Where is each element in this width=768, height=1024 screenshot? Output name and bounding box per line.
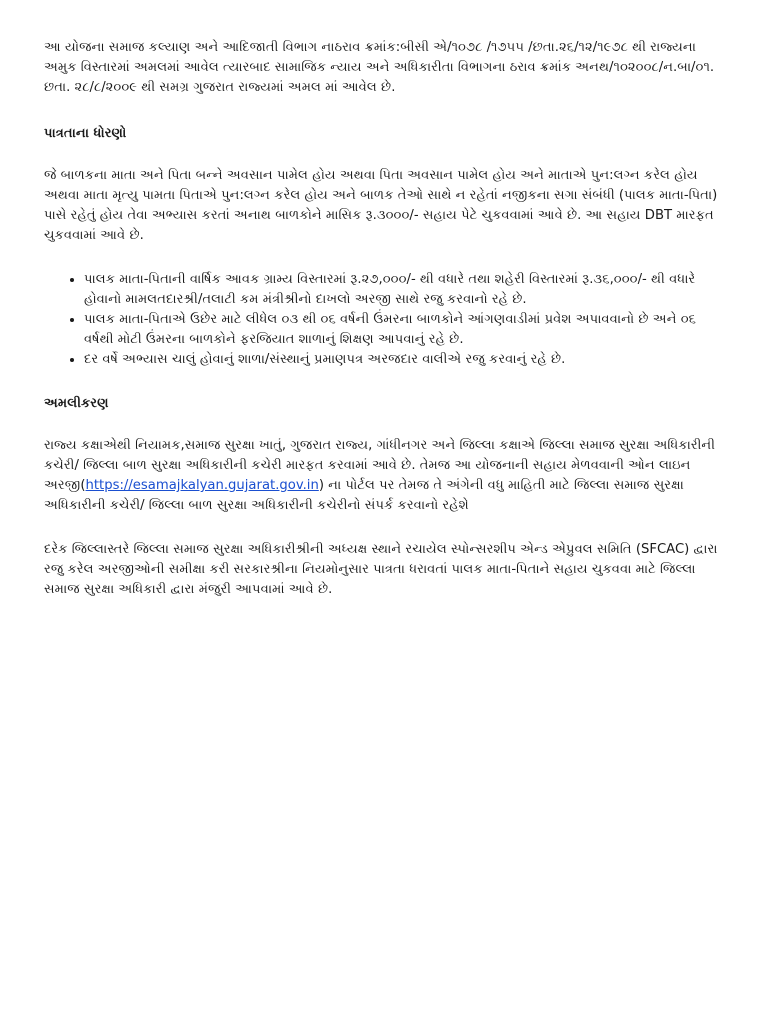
list-item: • પાલક માતા-પિતાએ ઉછેર માટે લીધેલ ૦૩ થી ૦૬ વર્ષની ઉંમરના બાળકોને આંગણવાડીમાં પ્રવેશ અપાવવાનો છે અને ૦૬ વર્ષથી મોટી ઉંમરના બાળકોને ફરજિયાત શાળાનું શિક્ષણ આપવાનું રહે છે. [84,310,724,350]
list-item: • પાલક માતા-પિતાની વાર્ષિક આવક ગ્રામ્ય વિસ્તારમાં રૂ.૨૭,૦૦૦/- થી વધારે તથા શહેરી વિસ્તારમાં રૂ.૩૬,૦૦૦/- થી વધારે હોવાનો મામલતદારશ્રી/તલાટી કમ મંત્રીશ્રીનો દાખલો અરજી સાથે રજુ કરવાનો રહે છે. [84,270,724,310]
intro-paragraph: આ યોજના સમાજ કલ્યાણ અને આદિજાતી વિભાગ નાઠરાવ ક્રમાંક:બીસી એ/૧૦૭૮ /૧૭૫૫ /છતા.૨૬/૧૨/૧૯૭૮ થી રાજ્યના અમુક વિસ્તારમાં અમલમાં આવેલ ત્યારબાદ સામાજિક ન્યાય અને અધિકારીતા વિભાગના ઠરાવ ક્રમાંક અનથ/૧૦૨૦૦૮/ન.બા/૦૧. છતા. ૨૮/૮/૨૦૦૯ થી સમગ્ર ગુજરાત રાજ્યમાં અમલ માં આવેલ છે. [44,40,715,95]
implementation-heading: અમલીકરણ [44,396,109,411]
eligibility-paragraph: જે બાળકના માતા અને પિતા બન્ને અવસાન પામેલ હોય અથવા પિતા અવસાન પામેલ હોય અને માતાએ પુન:લગ્ન કરેલ હોય અથવા માતા મૃત્યુ પામતા પિતાએ પુન:લગ્ન કરેલ હોય અને બાળક તેઓ સાથે ન રહેતાં નજીકના સગા સંબંધી (પાલક માતા-પિતા) પાસે રહેતું હોય તેવા અભ્યાસ કરતાં અનાથ બાળકોને માસિક રૂ.૩૦૦૦/- સહાય પેટે ચુકવવામાં આવે છે. આ સહાય DBT મારફત ચુકવવામાં આવે છે. [44,168,718,243]
eligibility-criteria-list [44,270,724,370]
list-item: • દર વર્ષે અભ્યાસ ચાલું હોવાનું શાળા/સંસ્થાનું પ્રમાણપત્ર અરજદાર વાલીએ રજુ કરવાનું રહે છે. [84,350,724,370]
implementation-text-before-link: રાજ્ય કક્ષાએથી નિયામક,સમાજ સુરક્ષા ખાતું, ગુજરાત રાજ્ય, ગાંધીનગર અને જિલ્લા કક્ષાએ જિલ્લા સમાજ સુરક્ષા અધિકારીની કચેરી/ જિલ્લા બાળ સુરક્ષા અધિકારીની કચેરી મારફત કરવામાં આવે છે. તેમજ આ યોજનાની સહાય મેળવવાની ઓન લાઇન અરજી( [44,438,716,493]
eligibility-heading: પાત્રતાના ધોરણો [44,126,127,141]
esamajkalyan-portal-link[interactable]: https://esamajkalyan.gujarat.gov.in [85,478,319,493]
implementation-paragraph [44,436,724,516]
implementation-text-after-link: ) ના પોર્ટલ પર તેમજ તે અંગેની વધુ માહિતી માટે જિલ્લા સમાજ સુરક્ષા અધિકારીની કચેરી/ જિલ્લા બાળ સુરક્ષા અધિકારીની કચેરીનો સંપર્ક કરવાનો રહેશે [44,478,684,513]
approval-committee-paragraph: દરેક જિલ્લાસ્તરે જિલ્લા સમાજ સુરક્ષા અધિકારીશ્રીની અધ્યક્ષ સ્થાને રચાયેલ સ્પોન્સરશીપ એન્ડ એપ્રુવલ સમિતિ (SFCAC) દ્વારા રજુ કરેલ અરજીઓની સમીક્ષા કરી સરકારશ્રીના નિયમોનુસાર પાત્રતા ધરાવતાં પાલક માતા-પિતાને સહાય ચુકવવા માટે જિલ્લા સમાજ સુરક્ષા અધિકારી દ્વારા મંજુરી આપવામાં આવે છે. [44,542,718,597]
